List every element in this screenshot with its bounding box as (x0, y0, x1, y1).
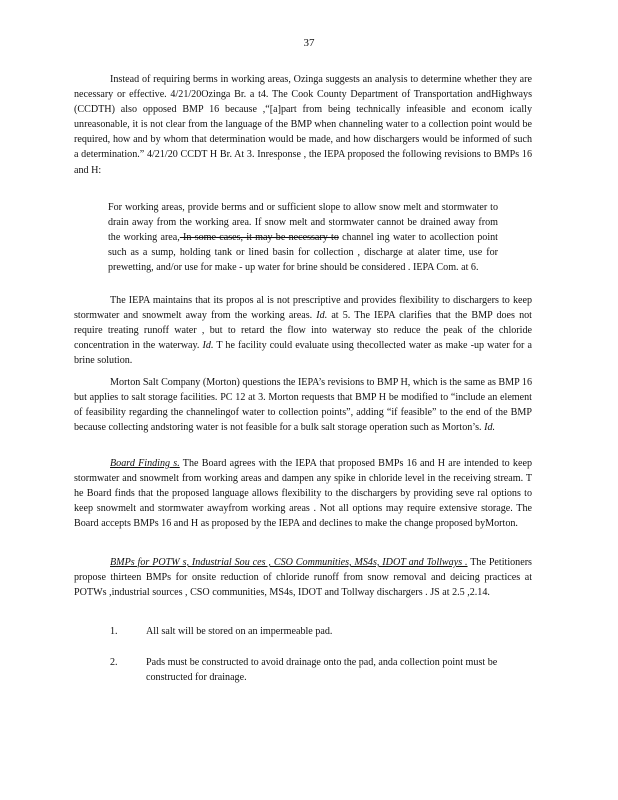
list-item: All salt will be stored on an impermeable pad. (146, 626, 333, 637)
paragraph-text: The Petitioners propose thirteen BMPs for onsite reduction of chloride runoff from snow removal and deicing practices at POTWs ,industrial sources , CSO communities, MS4s, IDOT and Tollway dischargers . JS at 2.5 ,2.14. (74, 557, 532, 599)
paragraph-text: The Board agrees with the IEPA that proposed BMPs 16 and H are intended to keep stormwater and snowmelt from working areas and dampen any spike in chloride level in the receiving stream. T he Board finds that the proposed language allows flexibility to the dischargers by providing seve ral options to keep snowmelt and stormwater awayfrom working areas . Not all options may require extensive storage. The Board accepts BMPs 16 and H as proposed by the IEPA and declines to make the change proposed byMorton. (74, 458, 532, 530)
paragraph-text-continued: at 5. The IEPA clarifies that the BMP does not require treating runoff water , but to retard the flow into waterway sto reduce the peak of the chloride concentration in the waterway. (74, 310, 532, 352)
paragraph-text-end: T he facility could evaluate using thecollected water as make -up water for a brine solution. (74, 340, 532, 367)
page-number: 37 (303, 37, 315, 49)
struck-text: In some cases, it may be necessary to (179, 232, 339, 244)
paragraph-board-findings (74, 456, 532, 531)
citation-id: Id. (481, 422, 496, 434)
citation-id: Id. (312, 310, 328, 322)
paragraph-text: Morton Salt Company (Morton) questions the IEPA’s revisions to BMP H, which is the same as BMP 16 but applies to salt storage facilities. PC 12 at 3. Morton requests that BMP H be modified to “include an element of feasibility regarding the channelingof water to collection points”, adding “if feasible” to the end of the BMP because collecting andstoring water is not feasible for a bulk salt storage operation such as Morton’s. (74, 377, 532, 434)
section-heading-board-findings: Board Finding s. (110, 458, 180, 469)
section-heading-bmps: BMPs for POTW s, Industrial Sou ces , CSO Communities, MS4s, IDOT and Tollways . (110, 557, 468, 568)
paragraph-morton (74, 375, 532, 435)
quote-text-continued: channel ing water to acollection point such as a sump, holding tank or lined basin for collection , discharge at alater time, use for prewetting, and/or use for make - up water for brine should be considered . IEPA Com. at 6. (108, 232, 498, 274)
citation-id: Id. (199, 340, 214, 352)
quote-text: For working areas, provide berms and or sufficient slope to allow snow melt and stormwater to drain away from the working area. If snow melt and stormwater cannot be drained away from the working area, (108, 202, 498, 244)
paragraph-bmps-potws (74, 555, 532, 600)
list-number: 2. (110, 657, 118, 668)
list-item: Pads must be constructed to avoid drainage onto the pad, anda collection point must be constructed for drainage. (146, 657, 498, 684)
paragraph-text: Instead of requiring berms in working areas, Ozinga suggests an analysis to determine whether they are necessary or effective. 4/21/20Ozinga Br. a t4. The Cook County Department of Transportation andHighways (CCDTH) also opposed BMP 16 because ,“[a]part from being technically infeasible and econom ically unreasonable, it is not clear from the language of the BMP when channeling water to a collection point would be required, how and by whom that determination would be made, and how dischargers would be informed of such a determination.” 4/21/20 CCDT H Br. At 3. Inresponse , the IEPA proposed the following revisions to BMPs 16 and H: (74, 74, 532, 176)
paragraph-iepa-maintains (74, 293, 532, 368)
block-quote-bmp16-revision (108, 200, 498, 275)
paragraph-text: The IEPA maintains that its propos al is not prescriptive and provides flexibility to dischargers to keep stormwater and snowmelt away from the working areas. (74, 295, 532, 322)
list-number: 1. (110, 626, 118, 637)
paragraph-ozinga-ccdth (74, 72, 532, 178)
